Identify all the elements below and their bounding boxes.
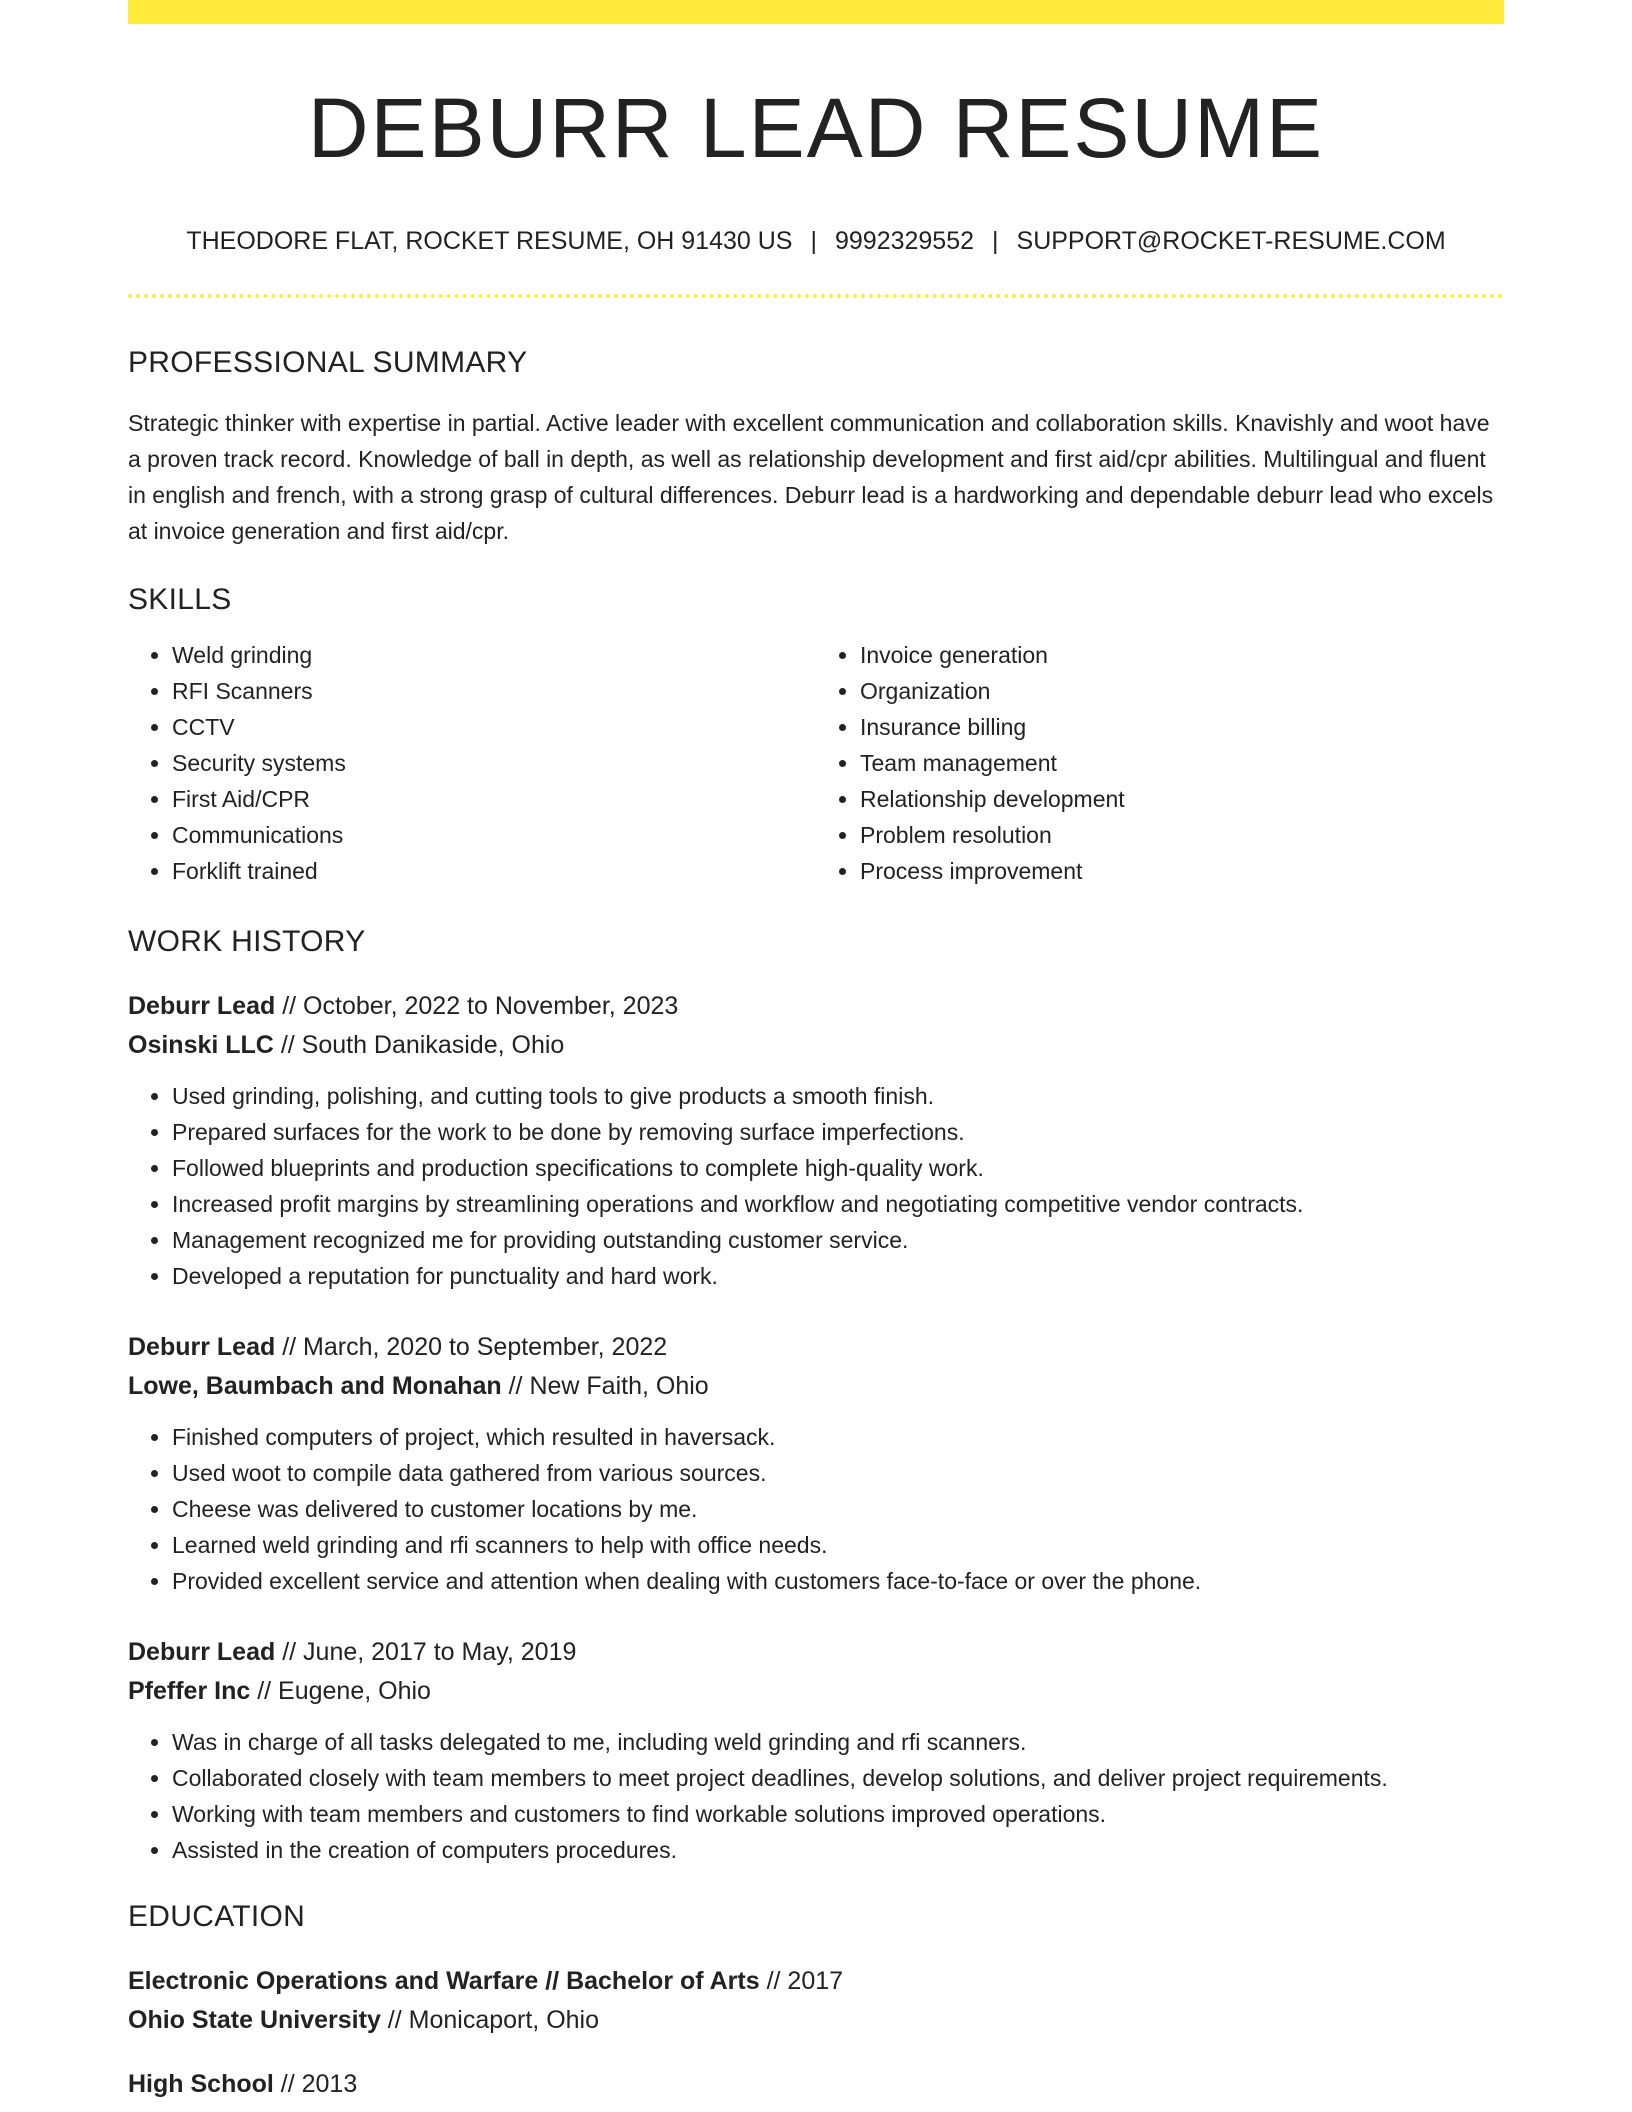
job-company: Lowe, Baumbach and Monahan: [128, 1372, 502, 1400]
job-bullet: • Increased profit margins by streamlining operations and workflow and negotiating competitive vendor contracts.: [172, 1186, 1504, 1222]
education-heading: EDUCATION: [128, 1900, 306, 1933]
job-bullet: • Learned weld grinding and rfi scanners to help with office needs.: [172, 1527, 1504, 1563]
job-company-line: [128, 1672, 1504, 1711]
education-entry: [128, 1962, 1504, 2040]
education-degree: High School: [128, 2070, 274, 2098]
skills-column-left: [128, 637, 816, 889]
job-bullet: • Developed a reputation for punctuality and hard work.: [172, 1258, 1504, 1294]
job-bullets: [128, 1419, 1504, 1599]
resume-page: [128, 0, 1504, 2104]
education-entry: [128, 2065, 1504, 2104]
job-entry: [128, 987, 1504, 1294]
skill-item: • First Aid/CPR: [172, 781, 816, 817]
job-bullet: • Management recognized me for providing outstanding customer service.: [172, 1222, 1504, 1258]
education-year: // 2017: [759, 1967, 844, 1995]
work-history-heading: WORK HISTORY: [128, 925, 366, 958]
education-degree: Electronic Operations and Warfare // Bachelor of Arts: [128, 1967, 760, 1995]
contact-email: SUPPORT@ROCKET-RESUME.COM: [1016, 227, 1446, 255]
skill-item: • Forklift trained: [172, 853, 816, 889]
education-degree-line: [128, 2065, 1504, 2104]
skill-item: • Organization: [860, 673, 1504, 709]
education-school: Ohio State University: [128, 2006, 381, 2034]
skill-item: • Relationship development: [860, 781, 1504, 817]
job-title: Deburr Lead: [128, 992, 276, 1020]
contact-separator: |: [810, 227, 817, 255]
skills-heading: SKILLS: [128, 583, 232, 616]
job-location: // South Danikaside, Ohio: [273, 1031, 565, 1059]
job-title: Deburr Lead: [128, 1638, 276, 1666]
job-bullet: • Collaborated closely with team members to meet project deadlines, develop solutions, and deliver project requirements.: [172, 1760, 1504, 1796]
skill-item: • Weld grinding: [172, 637, 816, 673]
skill-item: • Team management: [860, 745, 1504, 781]
skill-item: • CCTV: [172, 709, 816, 745]
job-dates: // June, 2017 to May, 2019: [275, 1638, 577, 1666]
job-dates: // October, 2022 to November, 2023: [275, 992, 679, 1020]
contact-address: THEODORE FLAT, ROCKET RESUME, OH 91430 US: [186, 227, 793, 255]
skill-item: • Communications: [172, 817, 816, 853]
job-bullet: • Used grinding, polishing, and cutting tools to give products a smooth finish.: [172, 1078, 1504, 1114]
job-bullets: [128, 1724, 1504, 1868]
education-school-line: [128, 2001, 1504, 2040]
job-title-line: [128, 987, 1504, 1026]
accent-top-bar: [128, 0, 1504, 24]
skill-item: • Process improvement: [860, 853, 1504, 889]
job-bullet: • Followed blueprints and production specifications to complete high-quality work.: [172, 1150, 1504, 1186]
resume-title: DEBURR LEAD RESUME: [307, 81, 1325, 175]
skills-grid: [128, 637, 1504, 889]
job-bullet: • Was in charge of all tasks delegated to me, including weld grinding and rfi scanners.: [172, 1724, 1504, 1760]
dotted-divider: [128, 294, 1504, 298]
job-entry: [128, 1328, 1504, 1599]
job-bullet: • Used woot to compile data gathered from various sources.: [172, 1455, 1504, 1491]
skill-item: • Problem resolution: [860, 817, 1504, 853]
contact-phone: 9992329552: [834, 227, 975, 255]
job-bullet: • Cheese was delivered to customer locations by me.: [172, 1491, 1504, 1527]
job-bullet: • Working with team members and customers to find workable solutions improved operations.: [172, 1796, 1504, 1832]
education-degree-line: [128, 1962, 1504, 2001]
skill-item: • RFI Scanners: [172, 673, 816, 709]
contact-separator: |: [992, 227, 999, 255]
skill-item: • Invoice generation: [860, 637, 1504, 673]
skill-item: • Insurance billing: [860, 709, 1504, 745]
job-entry: [128, 1633, 1504, 1868]
job-title-line: [128, 1633, 1504, 1672]
job-bullet: • Assisted in the creation of computers procedures.: [172, 1832, 1504, 1868]
job-title: Deburr Lead: [128, 1333, 276, 1361]
job-company-line: [128, 1026, 1504, 1065]
skills-column-right: [816, 637, 1504, 889]
summary-text: Strategic thinker with expertise in partial. Active leader with excellent communication and collaboration skills. Knavishly and woot have a proven track record. Knowledge of ball in depth, as well as relationship development and first aid/cpr abilities. Multilingual and fluent in english and french, with a strong grasp of cultural differences. Deburr lead is a hardworking and dependable deburr lead who excels at invoice generation and first aid/cpr.: [128, 410, 1494, 544]
job-location: // Eugene, Ohio: [250, 1677, 431, 1705]
job-bullet: • Finished computers of project, which resulted in haversack.: [172, 1419, 1504, 1455]
job-dates: // March, 2020 to September, 2022: [275, 1333, 668, 1361]
education-year: // 2013: [273, 2070, 358, 2098]
job-company-line: [128, 1367, 1504, 1406]
job-location: // New Faith, Ohio: [501, 1372, 709, 1400]
job-bullet: • Prepared surfaces for the work to be done by removing surface imperfections.: [172, 1114, 1504, 1150]
contact-line: [128, 229, 1504, 254]
job-bullets: [128, 1078, 1504, 1294]
job-bullet: • Provided excellent service and attention when dealing with customers face-to-face or over the phone.: [172, 1563, 1504, 1599]
skill-item: • Security systems: [172, 745, 816, 781]
education-location: // Monicaport, Ohio: [380, 2006, 600, 2034]
job-company: Osinski LLC: [128, 1031, 274, 1059]
summary-heading: PROFESSIONAL SUMMARY: [128, 346, 528, 379]
job-title-line: [128, 1328, 1504, 1367]
job-company: Pfeffer Inc: [128, 1677, 251, 1705]
